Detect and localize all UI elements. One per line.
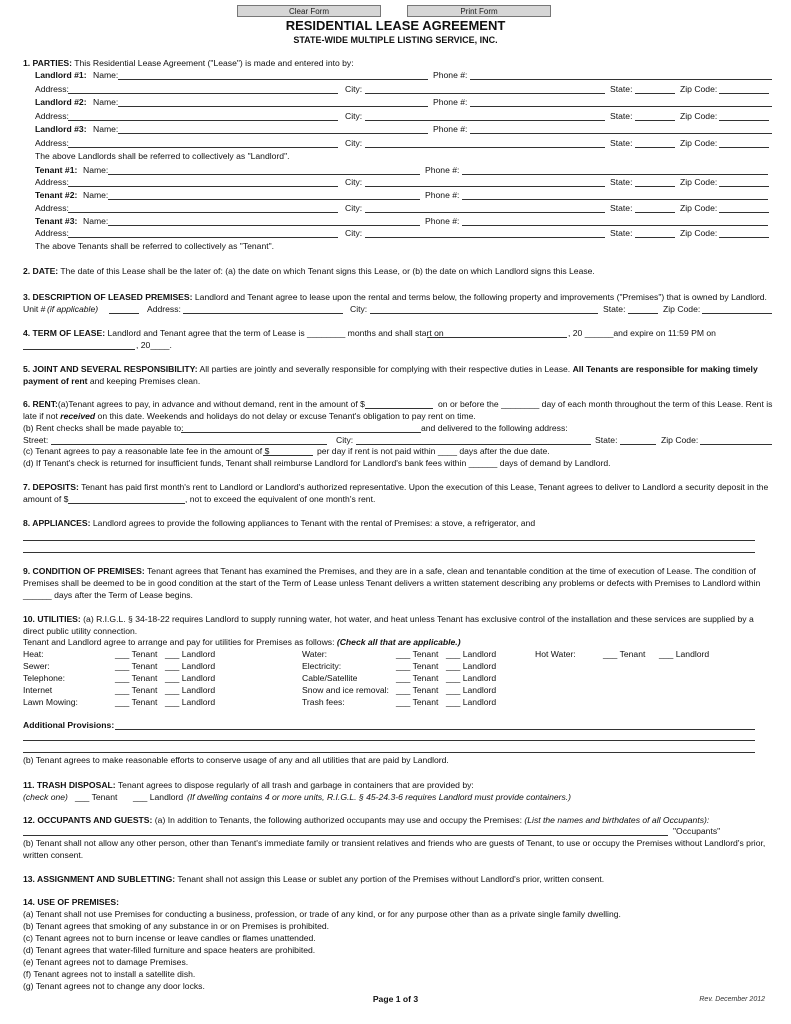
utility-lawn-tenant[interactable]: ___ Tenant bbox=[115, 697, 158, 707]
section-10-heading: 10. UTILITIES: bbox=[23, 614, 81, 624]
additional-provisions-field[interactable] bbox=[115, 729, 755, 730]
use-item-e: (e) Tenant agrees not to damage Premises. bbox=[23, 957, 189, 967]
utility-water-landlord[interactable]: ___ Landlord bbox=[446, 649, 497, 659]
occupants-field[interactable] bbox=[23, 835, 668, 836]
utility-internet-tenant[interactable]: ___ Tenant bbox=[115, 685, 158, 695]
appliances-line-2[interactable] bbox=[23, 552, 755, 553]
utility-heat-tenant[interactable]: ___ Tenant bbox=[115, 649, 158, 659]
section-9 bbox=[23, 566, 773, 577]
city-label: City: bbox=[350, 304, 368, 314]
tenant-2-phone-field[interactable] bbox=[462, 199, 768, 200]
tenant-option: Tenant bbox=[131, 685, 158, 695]
address-label: Address: bbox=[147, 304, 181, 314]
landlord-2-city-field[interactable] bbox=[365, 120, 605, 121]
lease-start-field[interactable] bbox=[427, 337, 567, 338]
section-4-heading: 4. TERM OF LEASE: bbox=[23, 328, 106, 338]
utility-row bbox=[23, 661, 773, 672]
section-9-line-3 bbox=[23, 590, 773, 601]
landlord-note-text: The above Landlords shall be referred to collectively as "Landlord". bbox=[35, 151, 290, 161]
landlord-3-address-field[interactable] bbox=[68, 147, 338, 148]
section-9-line-2 bbox=[23, 578, 773, 589]
landlord-option: Landlord bbox=[149, 792, 184, 802]
section-7-text-2b: , not to exceed the equivalent of one month's rent. bbox=[185, 494, 376, 504]
state-label: State: bbox=[610, 177, 633, 187]
section-4 bbox=[23, 328, 773, 339]
section-7 bbox=[23, 482, 773, 493]
lease-end-field[interactable] bbox=[23, 349, 135, 350]
section-10-text-2: direct public utility connection. bbox=[23, 626, 138, 636]
state-label: State: bbox=[610, 138, 633, 148]
clear-form-button[interactable]: Clear Form bbox=[237, 5, 381, 17]
premises-address-field[interactable] bbox=[183, 313, 343, 314]
section-6-line-6 bbox=[23, 458, 773, 469]
landlord-1-state-field[interactable] bbox=[635, 93, 675, 94]
use-item bbox=[23, 957, 773, 968]
utility-hot-water-tenant[interactable]: ___ Tenant bbox=[603, 649, 646, 659]
section-7-text-2: amount of $ bbox=[23, 494, 69, 504]
use-item bbox=[23, 945, 773, 956]
section-9-text-2: Premises shall be deemed to be in good condition at the start of the Term of Lease unless Tenant delivers a written statement describing any problems or defects with Premises to Landlord within bbox=[23, 578, 761, 588]
landlord-collective-note bbox=[23, 151, 773, 162]
utility-electricity-tenant[interactable]: ___ Tenant bbox=[396, 661, 439, 671]
section-5-text-1: All parties are jointly and severally responsible for complying with their respective duties in Lease. bbox=[199, 364, 571, 374]
address-label: Address: bbox=[35, 84, 69, 94]
landlord-3-row bbox=[23, 124, 773, 135]
section-1-intro bbox=[23, 58, 773, 69]
utility-lawn-label: Lawn Mowing: bbox=[23, 697, 78, 707]
street-label: Street: bbox=[23, 435, 49, 445]
check-one-label: (check one) bbox=[23, 792, 68, 802]
tenant-option: Tenant bbox=[619, 649, 646, 659]
utility-snow-landlord[interactable]: ___ Landlord bbox=[446, 685, 497, 695]
section-2 bbox=[23, 266, 773, 277]
state-label: State: bbox=[595, 435, 618, 445]
tenant-2-state-field[interactable] bbox=[635, 212, 675, 213]
section-6-heading: 6. RENT: bbox=[23, 399, 58, 409]
section-12-occupants-row bbox=[23, 826, 773, 837]
state-label: State: bbox=[610, 228, 633, 238]
tenant-1-row bbox=[23, 165, 773, 176]
zip-label: Zip Code: bbox=[663, 304, 701, 314]
section-4-text-1: Landlord and Tenant agree that the term of Lease is ________ months and shall start on bbox=[107, 328, 444, 338]
section-6-text-1: (a)Tenant agrees to pay, in advance and without demand, rent in the amount of $ bbox=[57, 399, 365, 409]
landlord-option: Landlord bbox=[181, 673, 216, 683]
use-item-d: (d) Tenant agrees that water-filled furniture and space heaters are prohibited. bbox=[23, 945, 316, 955]
section-4-text-2: , 20 ______and expire on 11:59 PM on bbox=[568, 328, 716, 338]
name-label: Name: bbox=[93, 124, 119, 134]
landlord-1-address-field[interactable] bbox=[68, 93, 338, 94]
city-label: City: bbox=[345, 84, 363, 94]
tenant-1-zip-field[interactable] bbox=[719, 186, 769, 187]
section-7-heading: 7. DEPOSITS: bbox=[23, 482, 79, 492]
use-item bbox=[23, 921, 773, 932]
section-2-heading: 2. DATE: bbox=[23, 266, 59, 276]
use-item-f: (f) Tenant agrees not to install a satellite dish. bbox=[23, 969, 196, 979]
tenant-3-label: Tenant #3: bbox=[35, 216, 78, 226]
section-1-text: This Residential Lease Agreement ("Lease") is made and entered into by: bbox=[74, 58, 354, 68]
tenant-3-zip-field[interactable] bbox=[719, 237, 769, 238]
document-subtitle: STATE-WIDE MULTIPLE LISTING SERVICE, INC. bbox=[293, 35, 498, 45]
section-6-text-5: (c) Tenant agrees to pay a reasonable late fee in the amount of $ bbox=[23, 446, 270, 456]
landlord-option: Landlord bbox=[181, 685, 216, 695]
section-12-line-3 bbox=[23, 838, 773, 849]
name-label: Name: bbox=[83, 165, 109, 175]
unit-field[interactable] bbox=[109, 313, 139, 314]
tenant-option: Tenant bbox=[131, 661, 158, 671]
tenant-option: Tenant bbox=[412, 661, 439, 671]
utility-electricity-label: Electricity: bbox=[302, 661, 342, 671]
section-10-line-3 bbox=[23, 637, 773, 648]
landlord-2-zip-field[interactable] bbox=[719, 120, 769, 121]
tenant-option: Tenant bbox=[412, 685, 439, 695]
section-6-line-2 bbox=[23, 411, 773, 422]
landlord-2-name-field[interactable] bbox=[118, 106, 428, 107]
rent-amount-field[interactable] bbox=[365, 408, 433, 409]
section-6-line-3 bbox=[23, 423, 773, 434]
tenant-3-row bbox=[23, 216, 773, 227]
tenant-option: Tenant bbox=[412, 697, 439, 707]
state-label: State: bbox=[610, 111, 633, 121]
tenant-option: Tenant bbox=[131, 649, 158, 659]
utility-cable-tenant[interactable]: ___ Tenant bbox=[396, 673, 439, 683]
zip-label: Zip Code: bbox=[680, 177, 718, 187]
tenant-2-label: Tenant #2: bbox=[35, 190, 78, 200]
tenant-1-label: Tenant #1: bbox=[35, 165, 78, 175]
additional-provisions-label: Additional Provisions: bbox=[23, 720, 115, 730]
document-title: RESIDENTIAL LEASE AGREEMENT bbox=[285, 18, 506, 33]
address-label: Address: bbox=[35, 111, 69, 121]
section-4-text-3: , 20____. bbox=[136, 340, 172, 350]
zip-label: Zip Code: bbox=[680, 228, 718, 238]
section-12-heading: 12. OCCUPANTS AND GUESTS: bbox=[23, 815, 153, 825]
use-item-c: (c) Tenant agrees not to burn incense or leave candles or flames unattended. bbox=[23, 933, 316, 943]
tenant-1-phone-field[interactable] bbox=[462, 174, 768, 175]
landlord-option: Landlord bbox=[181, 661, 216, 671]
rent-payable-to-field[interactable] bbox=[181, 432, 421, 433]
landlord-2-phone-field[interactable] bbox=[470, 106, 772, 107]
section-10-check-all: (Check all that are applicable.) bbox=[336, 637, 461, 647]
section-6-text-1b: on or before the ________ day of each month throughout the term of this Lease. Rent is bbox=[438, 399, 773, 409]
landlord-2-address-field[interactable] bbox=[68, 120, 338, 121]
section-6-street-row bbox=[23, 435, 773, 446]
utility-trash-label: Trash fees: bbox=[302, 697, 345, 707]
section-8 bbox=[23, 518, 773, 529]
landlord-3-zip-field[interactable] bbox=[719, 147, 769, 148]
section-3 bbox=[23, 292, 773, 303]
landlord-1-address-row bbox=[23, 84, 773, 95]
additional-provisions-row bbox=[23, 720, 773, 731]
utility-snow-label: Snow and ice removal: bbox=[302, 685, 389, 695]
city-label: City: bbox=[345, 111, 363, 121]
tenant-1-state-field[interactable] bbox=[635, 186, 675, 187]
landlord-3-label: Landlord #3: bbox=[35, 124, 87, 134]
page-number: Page 1 of 3 bbox=[372, 994, 419, 1004]
landlord-1-row bbox=[23, 70, 773, 81]
city-label: City: bbox=[345, 177, 363, 187]
utility-telephone-label: Telephone: bbox=[23, 673, 66, 683]
section-14-heading: 14. USE OF PREMISES: bbox=[23, 897, 119, 907]
section-12-text-3: (b) Tenant shall not allow any other person, other than Tenant's immediate family or transient relatives and friends who are guests of Tenant, to use or occupy the Premises without Landlord's prior, bbox=[23, 838, 766, 848]
tenant-note-text: The above Tenants shall be referred to collectively as "Tenant". bbox=[35, 241, 275, 251]
phone-label: Phone #: bbox=[433, 70, 468, 80]
section-3-text: Landlord and Tenant agree to lease upon the rental and terms below, the following property and improvements ("Premises") that is owned by Landlord. bbox=[194, 292, 767, 302]
tenant-option: Tenant bbox=[412, 673, 439, 683]
landlord-2-row bbox=[23, 97, 773, 108]
tenant-2-name-field[interactable] bbox=[108, 199, 420, 200]
use-item-a: (a) Tenant shall not use Premises for conducting a business, profession, or trade of any kind, or for any purpose other than as a private single family dwelling. bbox=[23, 909, 621, 919]
print-form-button[interactable]: Print Form bbox=[407, 5, 551, 17]
premises-city-field[interactable] bbox=[370, 313, 598, 314]
section-5-bold-2: payment of rent bbox=[23, 376, 88, 386]
additional-provisions-line-2[interactable] bbox=[23, 740, 755, 741]
address-label: Address: bbox=[35, 228, 69, 238]
section-9-text-1: Tenant agrees that Tenant has examined the Premises, and they are in a safe, clean and tenantable condition at the time of execution of Lease. The condition of bbox=[147, 566, 756, 576]
use-item-b: (b) Tenant agrees that smoking of any substance in or on Premises is prohibited. bbox=[23, 921, 330, 931]
section-3-heading: 3. DESCRIPTION OF LEASED PREMISES: bbox=[23, 292, 193, 302]
utility-sewer-landlord[interactable]: ___ Landlord bbox=[165, 661, 216, 671]
section-11-line-2 bbox=[23, 792, 773, 803]
address-label: Address: bbox=[35, 138, 69, 148]
section-8-text: Landlord agrees to provide the following appliances to Tenant with the rental of Premises: a stove, a refrigerator, and bbox=[92, 518, 536, 528]
tenant-option: Tenant bbox=[131, 697, 158, 707]
occupants-label: "Occupants" bbox=[673, 826, 721, 836]
section-4-line-2 bbox=[23, 340, 773, 351]
landlord-1-label: Landlord #1: bbox=[35, 70, 87, 80]
landlord-2-address-row bbox=[23, 111, 773, 122]
use-item bbox=[23, 981, 773, 992]
section-5-line-2 bbox=[23, 376, 773, 387]
section-10 bbox=[23, 614, 773, 625]
tenant-2-address-field[interactable] bbox=[68, 212, 338, 213]
address-label: Address: bbox=[35, 177, 69, 187]
section-12-text-1: (a) In addition to Tenants, the following authorized occupants may use and occupy the Premises: bbox=[154, 815, 522, 825]
state-label: State: bbox=[610, 203, 633, 213]
utility-sewer-label: Sewer: bbox=[23, 661, 50, 671]
utility-water-label: Water: bbox=[302, 649, 327, 659]
utility-internet-label: Internet bbox=[23, 685, 53, 695]
utility-hot-water-landlord[interactable]: ___ Landlord bbox=[659, 649, 710, 659]
rent-city-field[interactable] bbox=[356, 444, 591, 445]
state-label: State: bbox=[603, 304, 626, 314]
tenant-3-name-field[interactable] bbox=[108, 225, 420, 226]
tenant-option: Tenant bbox=[131, 673, 158, 683]
landlord-3-address-row bbox=[23, 138, 773, 149]
landlord-2-label: Landlord #2: bbox=[35, 97, 87, 107]
section-11-note: (If dwelling contains 4 or more units, R.I.G.L. § 45-24.3-6 requires Landlord must provide containers.) bbox=[187, 792, 572, 802]
utility-heat-label: Heat: bbox=[23, 649, 44, 659]
rent-street-field[interactable] bbox=[51, 444, 327, 445]
section-10-line-2 bbox=[23, 626, 773, 637]
section-6-text-3: (b) Rent checks shall be made payable to: bbox=[23, 423, 184, 433]
if-applicable-label: (if applicable) bbox=[47, 304, 99, 314]
section-2-text: The date of this Lease shall be the later of: (a) the date on which Tenant signs this Lease, or (b) the date on which Landlord signs this Lease. bbox=[60, 266, 595, 276]
section-6-text-2b: on this date. Weekends and holidays do not delay or excuse Tenant's obligation to pay rent on time. bbox=[97, 411, 476, 421]
section-14 bbox=[23, 897, 773, 908]
section-5-heading: 5. JOINT AND SEVERAL RESPONSIBILITY: bbox=[23, 364, 198, 374]
utility-trash-landlord[interactable]: ___ Landlord bbox=[446, 697, 497, 707]
tenant-option: Tenant bbox=[412, 649, 439, 659]
appliances-line-1[interactable] bbox=[23, 540, 755, 541]
landlord-option: Landlord bbox=[462, 697, 497, 707]
section-12 bbox=[23, 815, 773, 826]
utility-row bbox=[23, 673, 773, 684]
utility-trash-tenant[interactable]: ___ Tenant bbox=[396, 697, 439, 707]
section-6-text-2a: late if not bbox=[23, 411, 58, 421]
deposit-amount-field[interactable] bbox=[68, 503, 185, 504]
section-8-heading: 8. APPLIANCES: bbox=[23, 518, 91, 528]
landlord-option: Landlord bbox=[181, 697, 216, 707]
use-item bbox=[23, 933, 773, 944]
tenant-2-city-field[interactable] bbox=[365, 212, 605, 213]
landlord-option: Landlord bbox=[462, 661, 497, 671]
landlord-1-phone-field[interactable] bbox=[470, 79, 772, 80]
zip-label: Zip Code: bbox=[661, 435, 699, 445]
state-label: State: bbox=[610, 84, 633, 94]
section-13-text: Tenant shall not assign this Lease or sublet any portion of the Premises without Landlord's prior, written consent. bbox=[177, 874, 605, 884]
section-5-text-2: and keeping Premises clean. bbox=[89, 376, 201, 386]
utility-water-tenant[interactable]: ___ Tenant bbox=[396, 649, 439, 659]
tenant-2-zip-field[interactable] bbox=[719, 212, 769, 213]
section-7-line-2 bbox=[23, 494, 773, 505]
phone-label: Phone #: bbox=[433, 124, 468, 134]
tenant-collective-note bbox=[23, 241, 773, 252]
utility-row bbox=[23, 685, 773, 696]
tenant-3-phone-field[interactable] bbox=[462, 225, 768, 226]
tenant-option: Tenant bbox=[91, 792, 118, 802]
zip-label: Zip Code: bbox=[680, 203, 718, 213]
use-item bbox=[23, 969, 773, 980]
city-label: City: bbox=[345, 138, 363, 148]
landlord-option: Landlord bbox=[462, 685, 497, 695]
section-9-text-3: ______ days after the Term of Lease begins. bbox=[23, 590, 193, 600]
phone-label: Phone #: bbox=[433, 97, 468, 107]
tenant-3-state-field[interactable] bbox=[635, 237, 675, 238]
section-5-bold-1: All Tenants are responsible for making timely bbox=[572, 364, 758, 374]
section-13-heading: 13. ASSIGNMENT AND SUBLETTING: bbox=[23, 874, 176, 884]
name-label: Name: bbox=[83, 190, 109, 200]
utility-row bbox=[23, 649, 773, 660]
section-6-line-5 bbox=[23, 446, 773, 457]
landlord-3-state-field[interactable] bbox=[635, 147, 675, 148]
landlord-option: Landlord bbox=[462, 649, 497, 659]
address-label: Address: bbox=[35, 203, 69, 213]
landlord-2-state-field[interactable] bbox=[635, 120, 675, 121]
unit-label: Unit # bbox=[23, 304, 46, 314]
landlord-3-city-field[interactable] bbox=[365, 147, 605, 148]
premises-state-field[interactable] bbox=[628, 313, 658, 314]
landlord-1-city-field[interactable] bbox=[365, 93, 605, 94]
tenant-1-city-field[interactable] bbox=[365, 186, 605, 187]
section-6-text-6: (d) If Tenant's check is returned for insufficient funds, Tenant shall reimburse Landlord for Landlord's bank fees within ______ days of demand by Landlord. bbox=[23, 458, 611, 468]
additional-provisions-line-3[interactable] bbox=[23, 752, 755, 753]
name-label: Name: bbox=[93, 70, 119, 80]
section-12-list-note: (List the names and birthdates of all Occupants): bbox=[524, 815, 710, 825]
section-3-unit-row bbox=[23, 304, 773, 315]
name-label: Name: bbox=[93, 97, 119, 107]
rent-zip-field[interactable] bbox=[700, 444, 772, 445]
utility-snow-tenant[interactable]: ___ Tenant bbox=[396, 685, 439, 695]
utility-sewer-tenant[interactable]: ___ Tenant bbox=[115, 661, 158, 671]
section-11-heading: 11. TRASH DISPOSAL: bbox=[23, 780, 116, 790]
landlord-option: Landlord bbox=[675, 649, 710, 659]
name-label: Name: bbox=[83, 216, 109, 226]
section-10-text-b: (b) Tenant agrees to make reasonable efforts to conserve usage of any and all utilities that are paid by Landlord. bbox=[23, 755, 449, 765]
city-label: City: bbox=[336, 435, 354, 445]
phone-label: Phone #: bbox=[425, 216, 460, 226]
tenant-3-address-row bbox=[23, 228, 773, 239]
section-5 bbox=[23, 364, 773, 375]
section-11-text-1: Tenant agrees to dispose regularly of all trash and garbage in containers that are provided by: bbox=[117, 780, 474, 790]
section-7-text-1: Tenant has paid first month's rent to Landlord or Landlord's authorized representative. Upon the execution of this Lease, Tenant agrees to deliver to Landlord a security deposit in the bbox=[81, 482, 769, 492]
utility-telephone-tenant[interactable]: ___ Tenant bbox=[115, 673, 158, 683]
section-11 bbox=[23, 780, 773, 791]
rent-state-field[interactable] bbox=[620, 444, 656, 445]
city-label: City: bbox=[345, 203, 363, 213]
tenant-1-address-field[interactable] bbox=[68, 186, 338, 187]
section-10-b bbox=[23, 755, 773, 766]
utility-cable-label: Cable/Satellite bbox=[302, 673, 358, 683]
utility-heat-landlord[interactable]: ___ Landlord bbox=[165, 649, 216, 659]
landlord-3-phone-field[interactable] bbox=[470, 133, 772, 134]
use-item bbox=[23, 909, 773, 920]
trash-landlord-option[interactable]: ___ Landlord bbox=[133, 792, 184, 802]
zip-label: Zip Code: bbox=[680, 138, 718, 148]
landlord-1-zip-field[interactable] bbox=[719, 93, 769, 94]
city-label: City: bbox=[345, 228, 363, 238]
phone-label: Phone #: bbox=[425, 165, 460, 175]
section-12-line-4 bbox=[23, 850, 773, 861]
utility-internet-landlord[interactable]: ___ Landlord bbox=[165, 685, 216, 695]
landlord-option: Landlord bbox=[462, 673, 497, 683]
section-12-text-4: written consent. bbox=[23, 850, 84, 860]
section-6-text-3b: and delivered to the following address: bbox=[421, 423, 568, 433]
landlord-3-name-field[interactable] bbox=[118, 133, 428, 134]
landlord-option: Landlord bbox=[181, 649, 216, 659]
tenant-2-row bbox=[23, 190, 773, 201]
utility-lawn-landlord[interactable]: ___ Landlord bbox=[165, 697, 216, 707]
tenant-1-address-row bbox=[23, 177, 773, 188]
utility-telephone-landlord[interactable]: ___ Landlord bbox=[165, 673, 216, 683]
tenant-2-address-row bbox=[23, 203, 773, 214]
section-6-text-5b: per day if rent is not paid within ____ days after the due date. bbox=[317, 446, 550, 456]
utility-electricity-landlord[interactable]: ___ Landlord bbox=[446, 661, 497, 671]
use-item-g: (g) Tenant agrees not to change any door locks. bbox=[23, 981, 205, 991]
tenant-1-name-field[interactable] bbox=[108, 174, 420, 175]
section-13 bbox=[23, 874, 773, 885]
zip-label: Zip Code: bbox=[680, 111, 718, 121]
zip-label: Zip Code: bbox=[680, 84, 718, 94]
tenant-3-city-field[interactable] bbox=[365, 237, 605, 238]
premises-zip-field[interactable] bbox=[702, 313, 772, 314]
phone-label: Phone #: bbox=[425, 190, 460, 200]
tenant-3-address-field[interactable] bbox=[68, 237, 338, 238]
utility-hot-water-label: Hot Water: bbox=[535, 649, 576, 659]
section-9-heading: 9. CONDITION OF PREMISES: bbox=[23, 566, 145, 576]
section-10-text-3: Tenant and Landlord agree to arrange and pay for utilities for Premises as follows: bbox=[23, 637, 335, 647]
section-1-heading: 1. PARTIES: bbox=[23, 58, 73, 68]
section-6 bbox=[23, 399, 773, 410]
section-6-received: received bbox=[60, 411, 96, 421]
utility-cable-landlord[interactable]: ___ Landlord bbox=[446, 673, 497, 683]
late-fee-field[interactable] bbox=[263, 455, 313, 456]
landlord-1-name-field[interactable] bbox=[118, 79, 428, 80]
revision-date: Rev. December 2012 bbox=[699, 996, 765, 1003]
section-10-text-1: (a) R.I.G.L. § 34-18-22 requires Landlord to supply running water, hot water, and heat unless Tenant has exclusive control of the installation and these services are supplied by a bbox=[83, 614, 754, 624]
trash-tenant-option[interactable]: ___ Tenant bbox=[75, 792, 118, 802]
utility-row bbox=[23, 697, 773, 708]
